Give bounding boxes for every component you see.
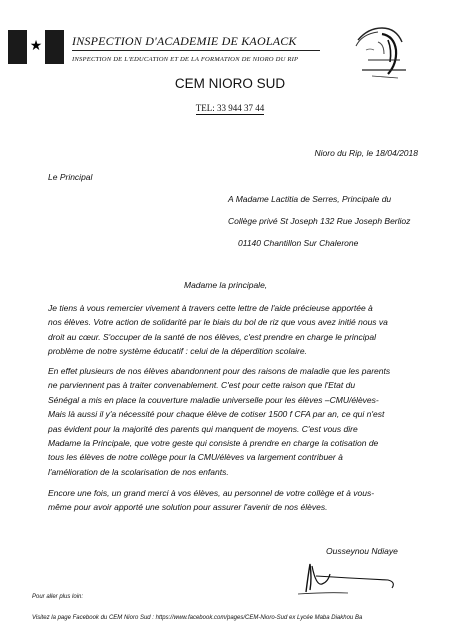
recipient-line: Collège privé St Joseph 132 Rue Joseph Berlioz <box>228 216 411 226</box>
footer-more-info: Pour aller plus loin: <box>32 594 84 600</box>
paragraph-line: Je tiens à vous remercier vivement à travers cette lettre de l'aide précieuse apportée à <box>48 303 373 313</box>
telephone-number: TEL: 33 944 37 44 <box>195 103 265 113</box>
paragraph-line: nos élèves. Votre action de solidarité par le biais du bol de riz que vous avez initié nous va <box>48 317 388 328</box>
signature-image <box>288 556 408 596</box>
flag-emblem <box>8 30 64 64</box>
signatory-name: Ousseynou Ndiaye <box>326 546 398 556</box>
paragraph-line: Sénégal a mis en place la couverture maladie universelle pour les élèves –CMU/élèves- <box>48 394 379 405</box>
salutation: Madame la principale, <box>184 280 268 290</box>
paragraph-line: Mais là aussi il y'a nécessité pour chaque élève de cotiser 1500 f CFA par an, ce qui n'est <box>48 409 385 420</box>
paragraph-line: Madame la Principale, que votre geste qui consiste à prendre en charge la cotisation de <box>48 438 379 449</box>
letter-paragraph <box>48 301 428 359</box>
paragraph-line: pas évident pour la majorité des parents qui manquent de moyens. C'est vous dire <box>48 423 358 434</box>
flag-band-left <box>8 30 27 64</box>
paragraph-line: droit au cœur. S'occuper de la santé de nos élèves, c'est prendre en charge le principal <box>48 331 377 342</box>
paragraph-line: Encore une fois, un grand merci à vos élèves, au personnel de votre collège et à vous- <box>48 488 375 498</box>
flag-band-right <box>45 30 64 64</box>
telephone-line <box>0 103 460 113</box>
header-divider <box>72 50 320 51</box>
school-name: CEM NIORO SUD <box>174 76 286 91</box>
paragraph-line: problème de notre système éducatif : celui de la déperdition scolaire. <box>48 346 307 357</box>
star-icon: ★ <box>29 37 43 53</box>
paragraph-line: l'amélioration de la scolarisation de nos enfants. <box>48 466 229 477</box>
paragraph-line: En effet plusieurs de nos élèves abandonnent pour des raisons de maladie que les parents <box>48 366 391 376</box>
inspection-education-heading: INSPECTION DE L'EDUCATION ET DE LA FORMATION DE NIORO DU RIP <box>72 56 299 63</box>
recipient-line: 01140 Chantillon Sur Chalerone <box>238 238 359 248</box>
paragraph-line: ne parviennent pas à traiter convenablement. C'est pour cette raison que l'Etat du <box>48 380 356 391</box>
footer-facebook-link[interactable]: Visitez la page Facebook du CEM Nioro Sud : https://www.facebook.com/pages/CEM-Nioro-Sud ex Lycée Maba Diakhou Ba <box>32 615 363 621</box>
place-date: Nioro du Rip, le 18/04/2018 <box>314 148 418 158</box>
letter-paragraph <box>48 364 428 479</box>
sender-title: Le Principal <box>48 172 93 182</box>
paragraph-line: tous les élèves de notre collège pour la CMU/élèves va largement contribuer à <box>48 452 343 463</box>
paragraph-line: même pour avoir apporté une solution pour assurer l'avenir de nos élèves. <box>48 502 328 513</box>
flag-band-middle <box>27 30 46 64</box>
recipient-line: A Madame Lactitia de Serres, Principale du <box>228 194 392 204</box>
inspection-academie-heading: INSPECTION D'ACADEMIE DE KAOLACK <box>72 34 297 48</box>
letter-paragraph <box>48 486 428 515</box>
